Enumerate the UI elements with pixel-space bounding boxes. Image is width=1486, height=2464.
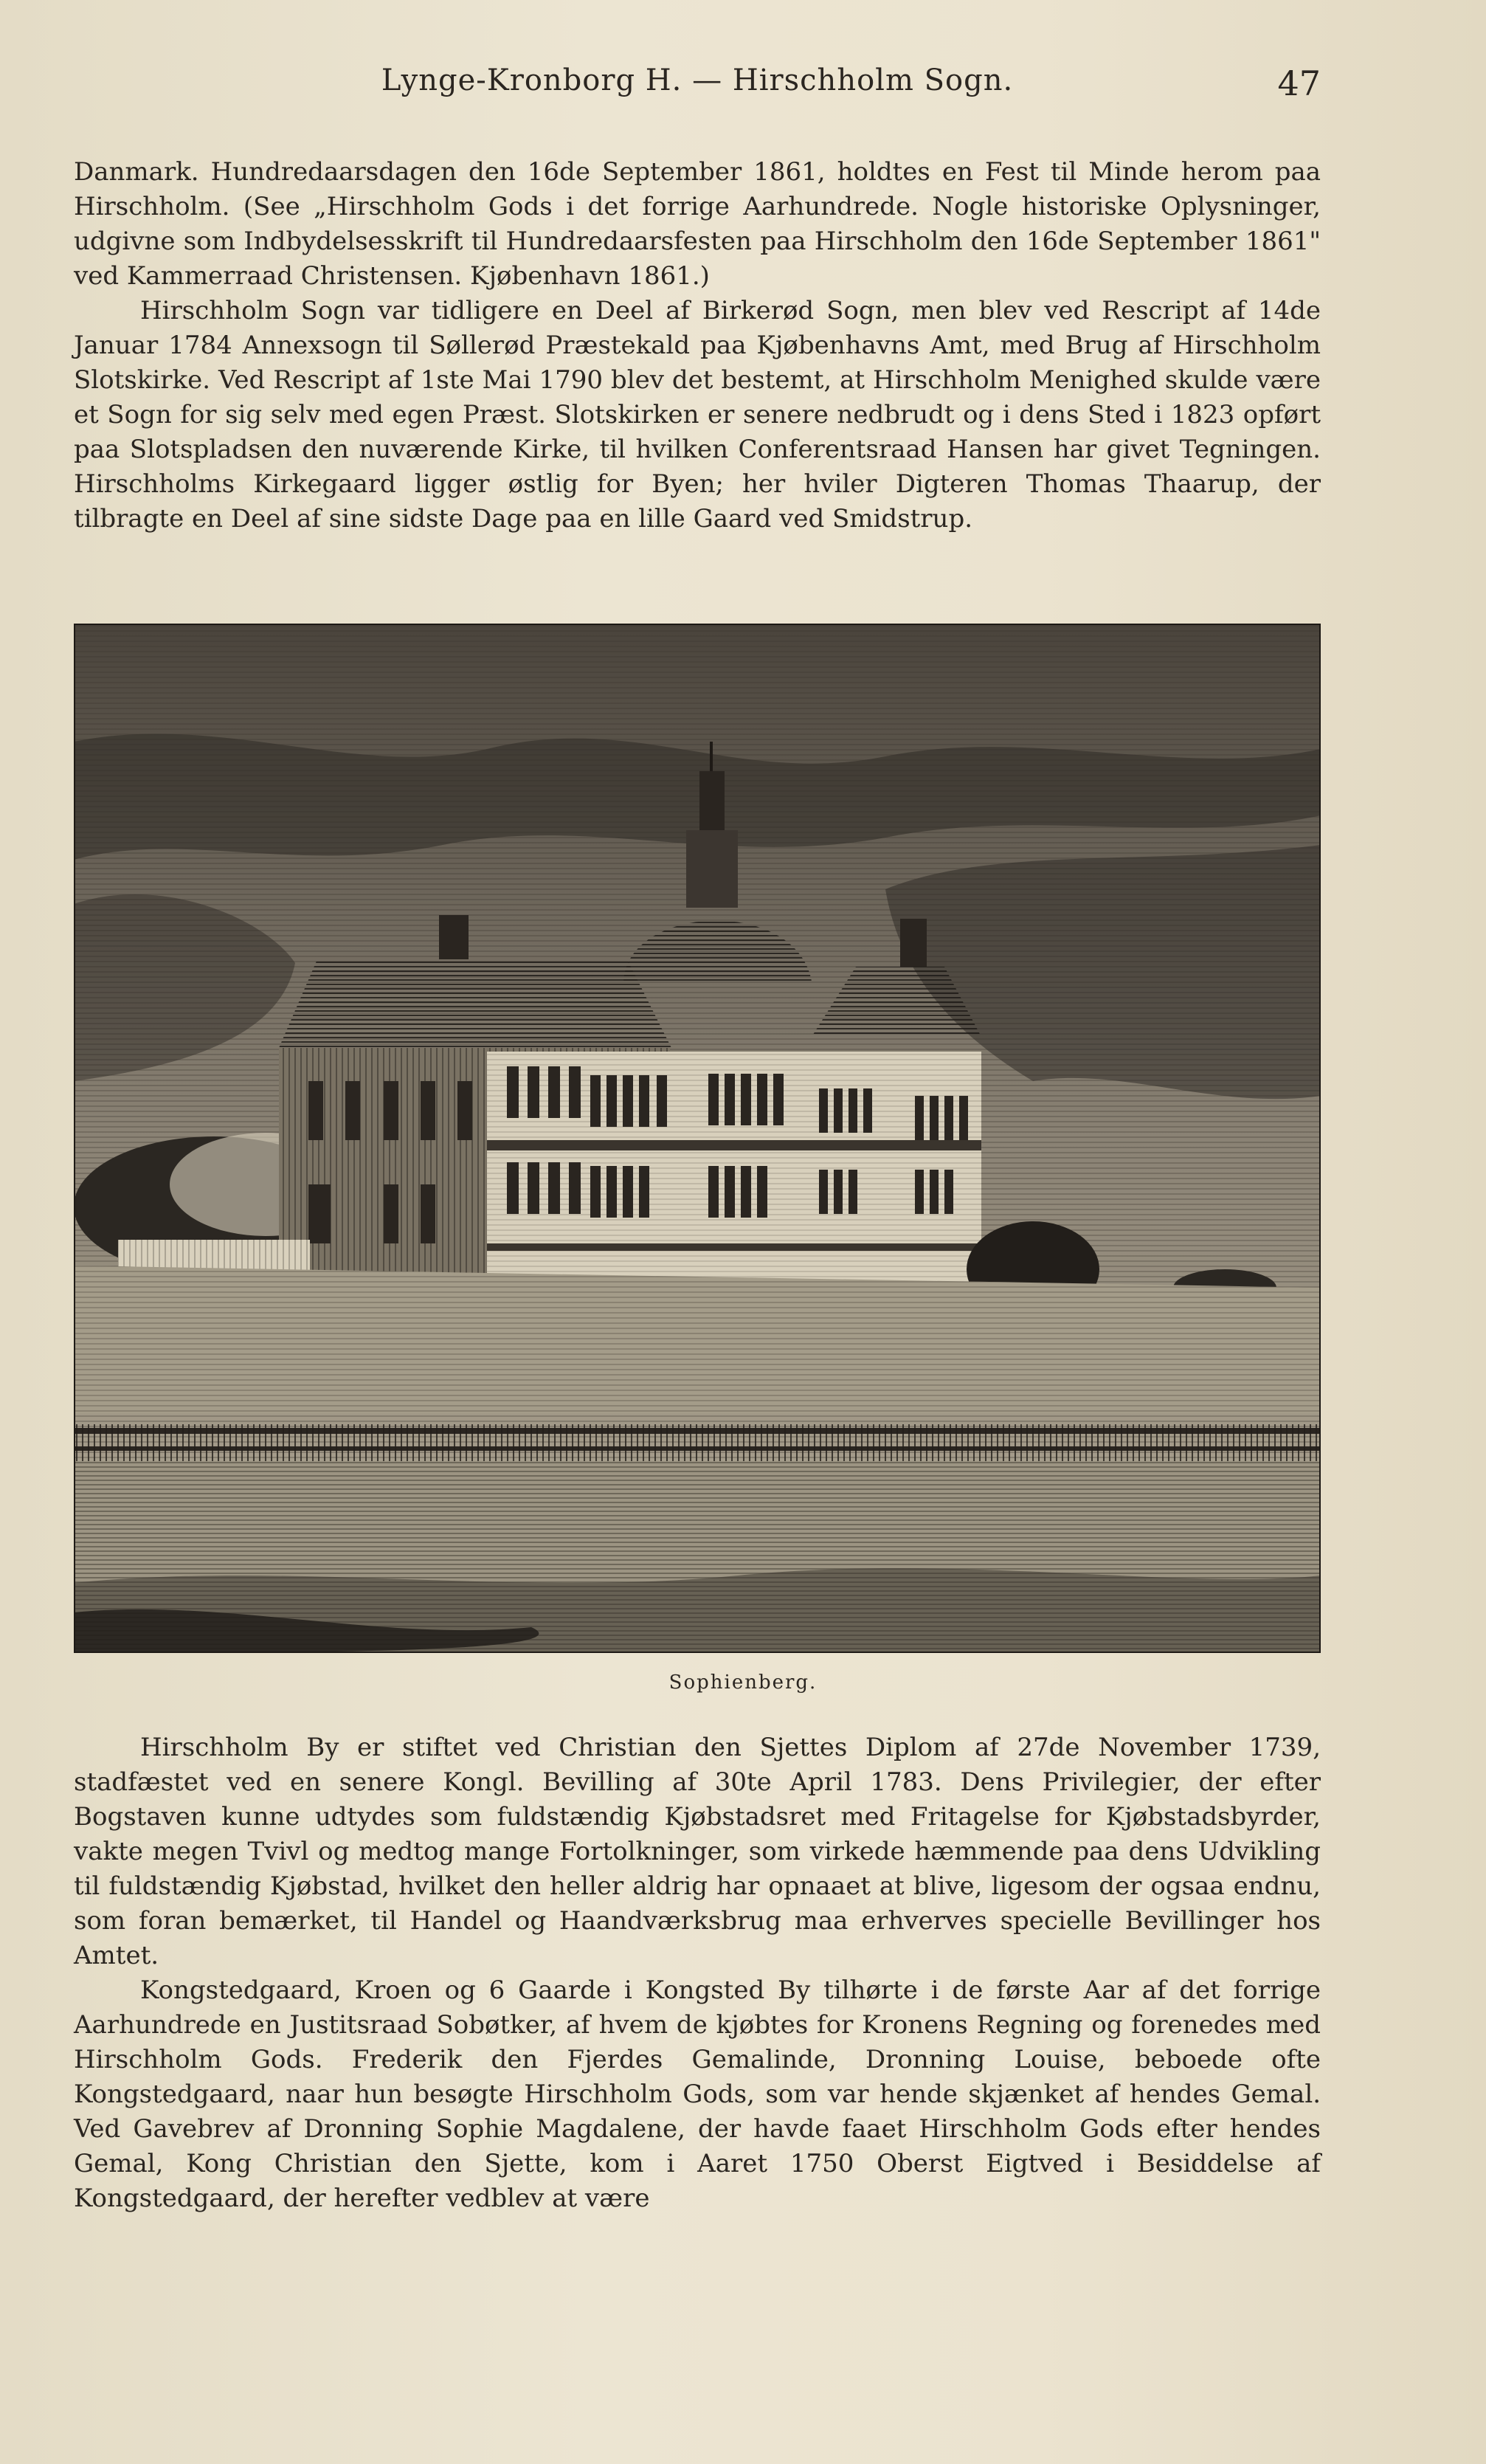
paragraph: Danmark. Hundredaarsdagen den 16de September 1861, holdtes en Fest til Minde herom paa Hirschholm. (See „Hirschholm Gods i det forrige Aarhundrede. Nogle historiske Oplysninger, udgivne som Indbydelsesskrift til Hundredaarsfesten paa Hirschholm den 16de September 1861" ved Kammerraad Christensen. Kjøbenhavn 1861.) (74, 157, 1321, 291)
paragraph: Hirschholm Sogn var tidligere en Deel af Birkerød Sogn, men blev ved Rescript af 14de Januar 1784 Annexsogn til Søllerød Præstekald paa Kjøbenhavns Amt, med Brug af Hirschholm Slotskirke. Ved Rescript af 1ste Mai 1790 blev det bestemt, at Hirschholm Menighed skulde være et Sogn for sig selv med egen Præst. Slotskirken er senere nedbrudt og i dens Sted i 1823 opført paa Slotspladsen den nuværende Kirke, til hvilken Conferentsraad Hansen har givet Tegningen. Hirschholms Kirkegaard ligger østlig for Byen; her hviler Digteren Thomas Thaarup, der tilbragte en Deel af sine sidste Dage paa en lille Gaard ved Smidstrup. (74, 296, 1321, 534)
page-number: 47 (1277, 63, 1321, 103)
engraving-sophienberg (74, 624, 1321, 1653)
page-header (74, 63, 1321, 108)
paragraph: Kongstedgaard, Kroen og 6 Gaarde i Kongsted By tilhørte i de første Aar af det forrige Aarhundrede en Justitsraad Sobøtker, af hvem de kjøbtes for Kronens Regning og forenedes med Hirschholm Gods. Frederik den Fjerdes Gemalinde, Dronning Louise, beboede ofte Kongstedgaard, naar hun besøgte Hirschholm Gods, som var hende skjænket af hendes Gemal. Ved Gavebrev af Dronning Sophie Magdalene, der havde faaet Hirschholm Gods efter hendes Gemal, Kong Christian den Sjette, kom i Aaret 1750 Oberst Eigtved i Besiddelse af Kongstedgaard, der herefter vedblev at være (74, 1975, 1321, 2213)
running-head: Lynge-Kronborg H. — Hirschholm Sogn. (381, 63, 1014, 97)
paragraph: Hirschholm By er stiftet ved Christian den Sjettes Diplom af 27de November 1739, stadfæstet ved en senere Kongl. Bevilling af 30te April 1783. Dens Privilegier, der efter Bogstaven kunne udtydes som fuldstændig Kjøbstadsret med Fritagelse for Kjøbstadsbyrder, vakte megen Tvivl og medtog mange Fortolkninger, som virkede hæmmende paa dens Udvikling til fuldstændig Kjøbstad, hvilket den heller aldrig har opnaaet at blive, ligesom der ogsaa endnu, som foran bemærket, til Handel og Haandværksbrug maa erhverves specielle Bevillinger hos Amtet. (74, 1733, 1321, 1970)
text-block-bottom (74, 1730, 1321, 2216)
text-block-top (74, 155, 1321, 536)
illustration-caption: Sophienberg. (668, 1671, 818, 1694)
